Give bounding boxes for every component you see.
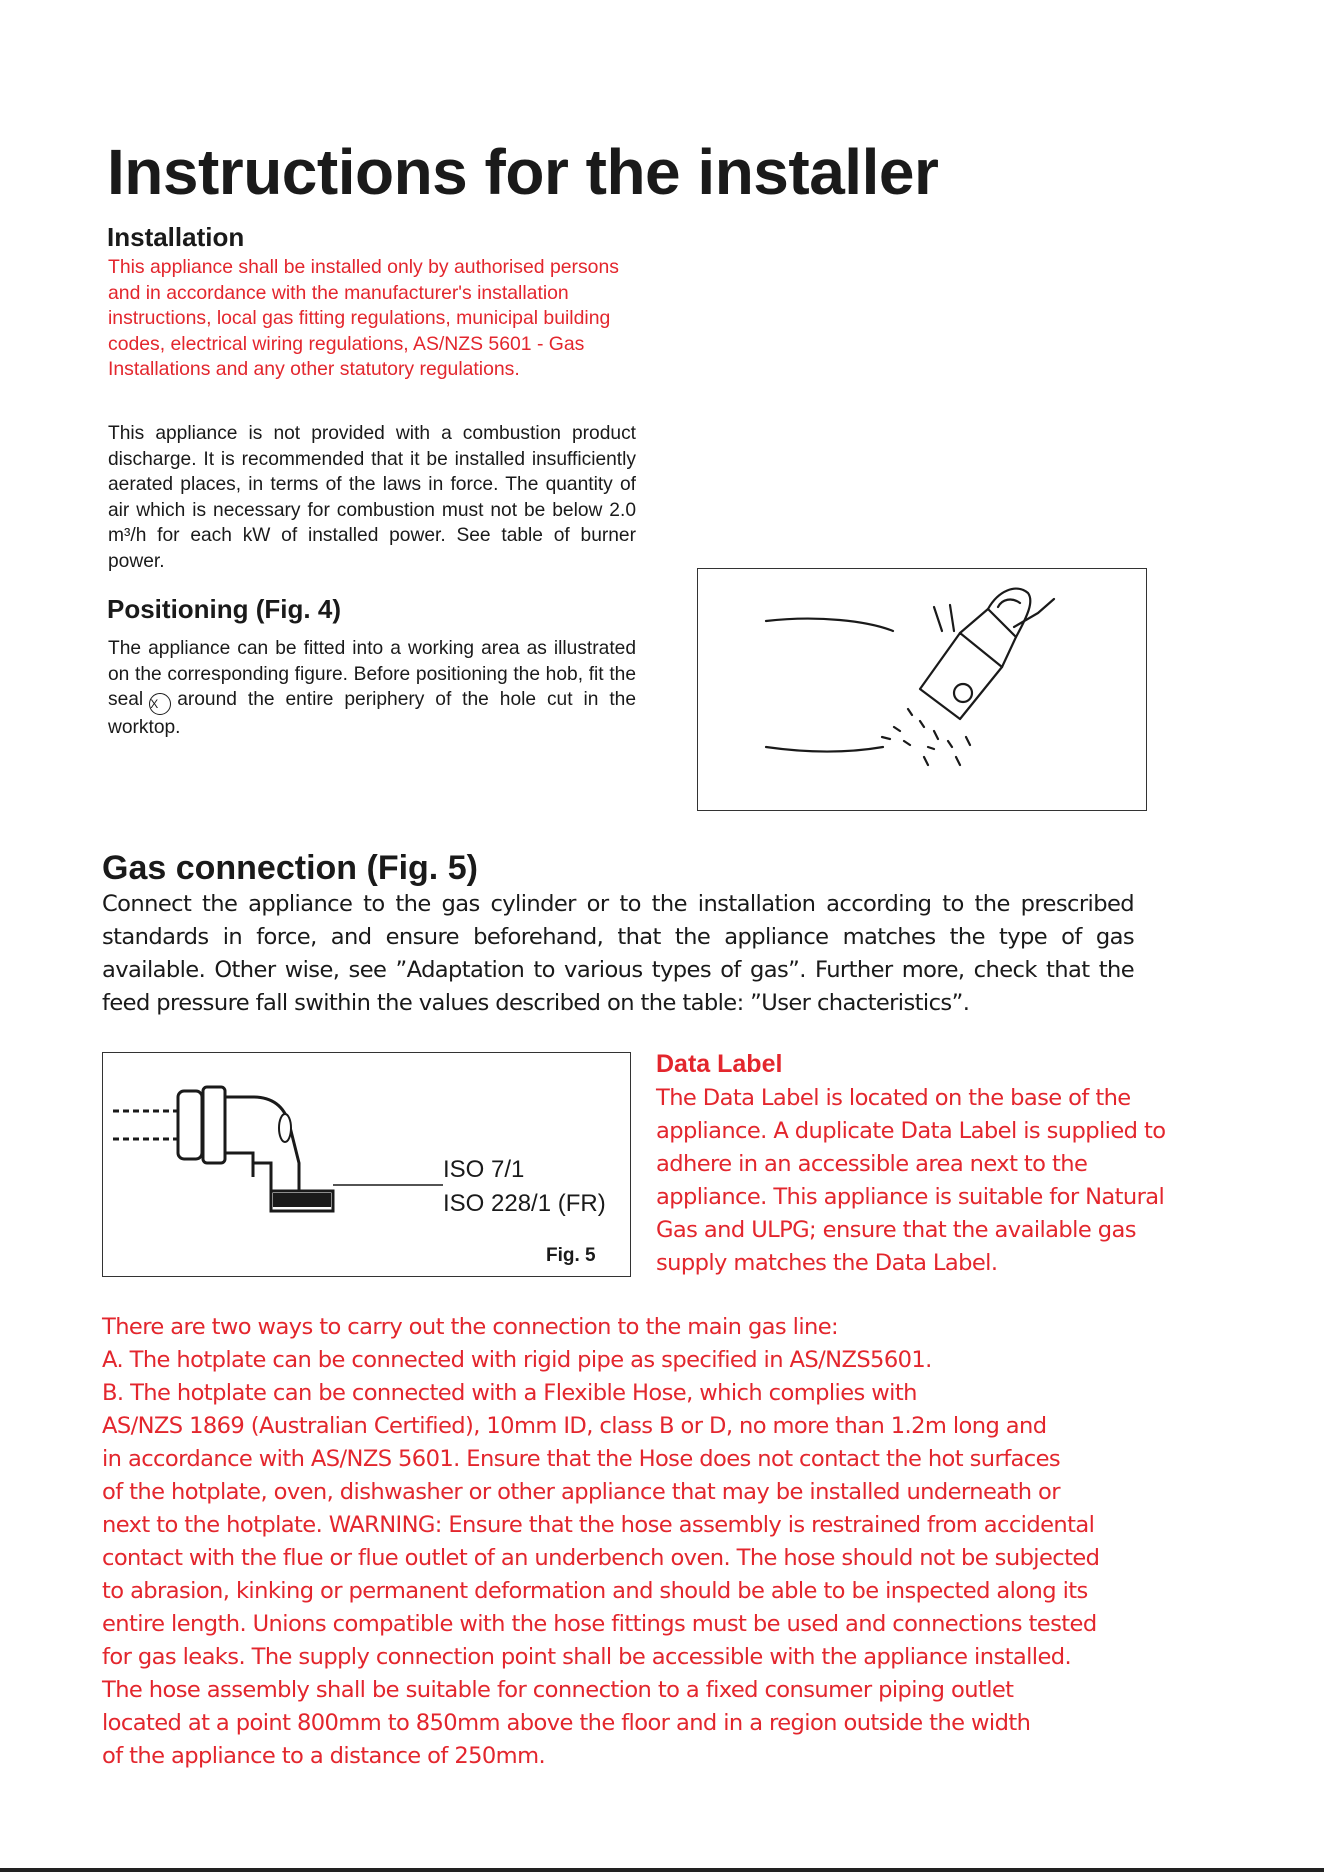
seal-symbol-icon: X — [149, 693, 171, 715]
connection-line: contact with the flue or flue outlet of an underbench oven. The hose should not be subjected — [102, 1545, 1100, 1571]
elbow-fitting-icon — [225, 1097, 299, 1191]
data-label-paragraph: The Data Label is located on the base of the appliance. A duplicate Data Label is supplied to adhere in an accessible area next to the appliance. This appliance is suitable for Natural Gas and ULPG; ensure that the available gas supply matches the Data Label. — [656, 1085, 1166, 1276]
connection-line: of the hotplate, oven, dishwasher or other appliance that may be installed underneath or — [102, 1479, 1060, 1505]
positioning-text-before: The appliance can be fitted into a working area as illustrated on the corresponding figure. Before positioning the hob, fit the seal — [108, 638, 636, 711]
combustion-paragraph: This appliance is not provided with a combustion product discharge. It is recommended that it be installed insufficiently aerated places, in terms of the laws in force. The quantity of air which is necessary for combustion must not be below 2.0 m³/h for each kW of installed power. See table of burner power. — [108, 423, 636, 572]
installation-warning-text: This appliance shall be installed only by authorised persons and in accordance with the manufacturer's installation instructions, local gas fitting regulations, municipal building codes, electrical wiring regulations, AS/NZS 5601 - Gas Installations and any other statutory regulations. — [108, 256, 619, 381]
positioning-text-after: around the entire periphery of the hole cut in the worktop. — [108, 689, 636, 739]
connection-line: There are two ways to carry out the connection to the main gas line: — [102, 1314, 839, 1340]
gas-connection-paragraph: Connect the appliance to the gas cylinder or to the installation according to the prescribed standards in force, and ensure beforehand, that the appliance matches the type of gas available. Other wise, see ”Adaptation to various types of gas”. Further more, check that the feed pressure fall swithin the values described on the table: ”User chacteristics”. — [102, 891, 1134, 1016]
connection-line: AS/NZS 1869 (Australian Certified), 10mm ID, class B or D, no more than 1.2m long and — [102, 1413, 1047, 1439]
connection-line: for gas leaks. The supply connection point shall be accessible with the appliance installed. — [102, 1644, 1072, 1670]
connection-methods-text — [102, 1311, 1172, 1773]
seal-dot-icon — [954, 684, 972, 702]
page-bottom-rule — [0, 1868, 1324, 1872]
connection-line: located at a point 800mm to 850mm above the floor and in a region outside the width — [102, 1710, 1031, 1736]
seal-application-drawing — [698, 569, 1145, 809]
iso-228-1-label: ISO 228/1 (FR) — [443, 1190, 606, 1217]
worktop-hole-bottom-edge — [766, 747, 883, 752]
worktop-hole-top-edge — [766, 619, 893, 631]
brush-head-icon — [920, 633, 1002, 719]
connection-line: The hose assembly shall be suitable for connection to a fixed consumer piping outlet — [102, 1677, 1014, 1703]
connection-line: in accordance with AS/NZS 5601. Ensure that the Hose does not contact the hot surfaces — [102, 1446, 1061, 1472]
connection-line: entire length. Unions compatible with the hose fittings must be used and connections tested — [102, 1611, 1097, 1637]
nut-icon — [178, 1091, 202, 1159]
positioning-heading: Positioning (Fig. 4) — [107, 594, 341, 624]
figure-5-illustration — [102, 1052, 631, 1277]
page-title: Instructions for the installer — [107, 136, 939, 208]
connection-line: next to the hotplate. WARNING: Ensure that the hose assembly is restrained from accidental — [102, 1512, 1095, 1538]
installation-heading: Installation — [107, 222, 245, 252]
connection-line: A. The hotplate can be connected with rigid pipe as specified in AS/NZS5601. — [102, 1347, 932, 1373]
pipe-thread-icon — [113, 1111, 178, 1139]
iso-7-1-label: ISO 7/1 — [443, 1156, 525, 1183]
connection-line: B. The hotplate can be connected with a Flexible Hose, which complies with — [102, 1380, 917, 1406]
figure-4-illustration — [697, 568, 1147, 811]
brush-ferrule-icon — [960, 609, 1016, 667]
gas-connection-heading: Gas connection (Fig. 5) — [102, 849, 478, 887]
positioning-paragraph — [108, 636, 636, 741]
figure-5-caption: Fig. 5 — [546, 1245, 596, 1266]
connection-line: to abrasion, kinking or permanent deformation and should be able to be inspected along its — [102, 1578, 1088, 1604]
gas-fitting-drawing — [103, 1053, 629, 1275]
connection-line: of the appliance to a distance of 250mm. — [102, 1743, 546, 1769]
data-label-heading: Data Label — [656, 1050, 783, 1078]
